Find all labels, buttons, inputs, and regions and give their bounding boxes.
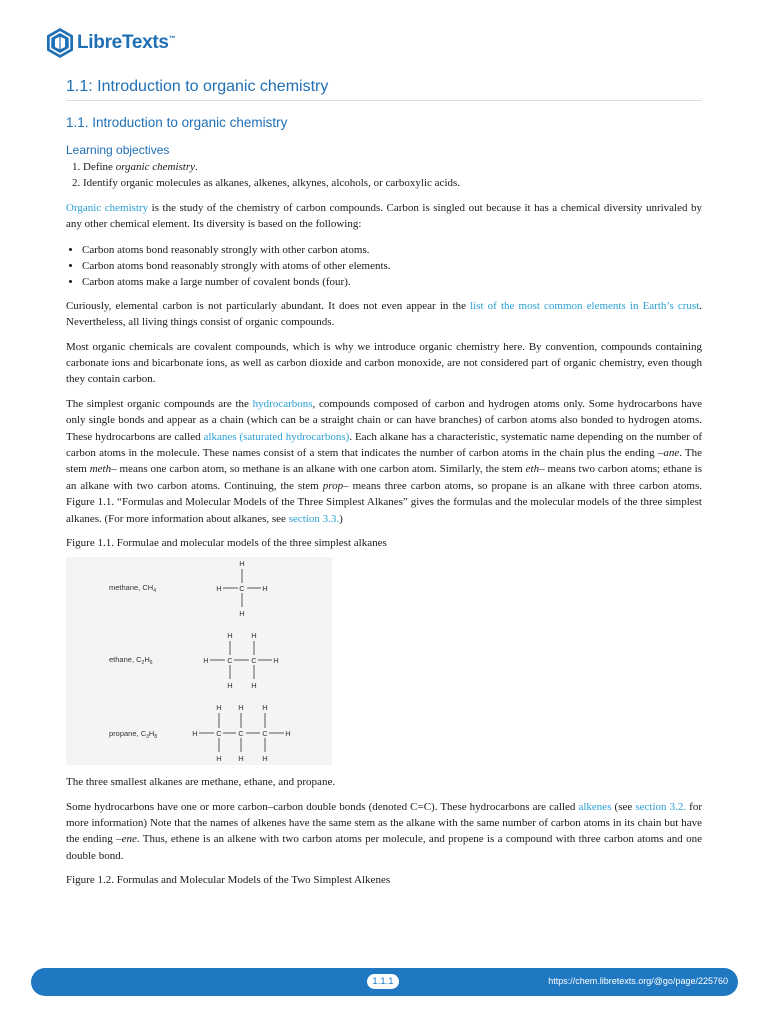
objective-item: 2. Identify organic molecules as alkanes, alkenes, alkynes, alcohols, or carboxylic acids. (83, 175, 702, 191)
atom-h: H (203, 656, 209, 666)
learning-objectives-list (66, 159, 702, 191)
carbon-properties-list (66, 242, 702, 290)
main-content (66, 78, 702, 888)
page-title: 1.1: Introduction to organic chemistry (66, 78, 702, 101)
ethane-label: ethane, $C_2H_6$ (109, 655, 153, 667)
atom-h: H (216, 703, 222, 713)
atom-h: H (216, 584, 222, 594)
atom-h: H (262, 703, 268, 713)
atom-h: H (239, 609, 245, 619)
list-item: • Carbon atoms bond reasonably strongly with other carbon atoms. (82, 242, 702, 258)
paragraph-hydrocarbons: The simplest organic compounds are the hydrocarbons, compounds composed of carbon and hydrogen atoms only. Some hydrocarbons have only single bonds and appear as a chain (which can be a straight chain or can have branches) of carbon atoms also bonded to hydrogen atoms. These hydrocarbons are called alkanes (saturated hydrocarbons). Each alkane has a characteristic, systematic name depending on the number of carbon atoms in the molecule. These names consist of a stem that indicates the number of carbon atoms in the chain plus the ending –ane. The stem meth– means one carbon atom, so methane is an alkane with one carbon atom. Similarly, the stem eth– means two carbon atoms; ethane is an alkane with two carbon atoms. Continuing, the stem prop– means three carbon atoms, so propane is an alkane with three carbon atoms. Figure 1.1. “Formulas and Molecular Models of the Three Simplest Alkanes” gives the formulas and the molecular models of the three simplest alkanes. (For more information about alkanes, see section 3.3.) (66, 397, 703, 525)
section-3-3-link[interactable]: section 3.3. (288, 512, 340, 525)
alkanes-figure (66, 557, 332, 765)
atom-h: H (273, 656, 279, 666)
list-item: • Carbon atoms bond reasonably strongly with atoms of other elements. (82, 258, 702, 274)
page-url[interactable]: https://chem.libretexts.org/@go/page/225760 (548, 976, 728, 986)
section-title: 1.1. Introduction to organic chemistry (66, 115, 288, 130)
atom-h: H (216, 754, 222, 764)
learning-objectives-heading: Learning objectives (66, 143, 170, 157)
page-number: 1.1.1 (367, 974, 399, 989)
atom-h: H (251, 631, 257, 641)
paragraph-organic-chemistry: Organic chemistry is the study of the chemistry of carbon compounds. Carbon is singled out because it has a chemical diversity unrivaled by any other chemical element. Its diversity is based on the following: (66, 202, 703, 231)
libretexts-logo-icon (46, 27, 74, 59)
atom-h: H (227, 681, 233, 691)
atom-c: C (238, 729, 244, 739)
atom-h: H (285, 729, 291, 739)
atom-h: H (239, 559, 245, 569)
list-item: • Carbon atoms make a large number of covalent bonds (four). (82, 274, 702, 290)
hydrocarbons-link[interactable]: hydrocarbons (252, 397, 313, 410)
atom-h: H (238, 754, 244, 764)
atom-h: H (251, 681, 257, 691)
atom-c: C (227, 656, 233, 666)
figure-2-caption: Figure 1.2. Formulas and Molecular Models of the Two Simplest Alkenes (66, 874, 391, 887)
methane-label: methane, $CH_4$ (109, 583, 156, 595)
atom-h: H (192, 729, 198, 739)
libretexts-logo[interactable] (46, 27, 175, 59)
paragraph-alkenes: Some hydrocarbons have one or more carbon–carbon double bonds (denoted C=C). These hydrocarbons are called alkenes (see section 3.2. for more information) Note that the names of alkenes have the same stem as the alkane with the same number of carbon atoms in its chain but have the ending –ene. Thus, ethene is an alkene with two carbon atoms per molecule, and propene is a compound with three carbon atoms and one double bond. (66, 800, 702, 862)
page-footer (31, 968, 738, 996)
section-3-2-link[interactable]: section 3.2. (635, 800, 687, 813)
alkanes-link[interactable]: alkanes (saturated hydrocarbons) (203, 430, 350, 443)
atom-c: C (251, 656, 257, 666)
atom-h: H (262, 754, 268, 764)
paragraph-three-alkanes: The three smallest alkanes are methane, ethane, and propane. (66, 776, 336, 789)
atom-c: C (239, 584, 245, 594)
paragraph-covalent-compounds: Most organic chemicals are covalent compounds, which is why we introduce organic chemistry here. By convention, compounds containing carbonate ions and bicarbonate ions, as well as carbon dioxide and carbon monoxide, are not considered part of organic chemistry, even though they contain carbon. (66, 340, 702, 386)
logo-wordmark: LibreTexts™ (77, 32, 176, 53)
common-elements-link[interactable]: list of the most common elements in Earth’s crust (470, 299, 700, 312)
atom-h: H (262, 584, 268, 594)
atom-c: C (216, 729, 222, 739)
alkenes-link[interactable]: alkenes (578, 800, 612, 813)
figure-1-caption: Figure 1.1. Formulae and molecular models of the three simplest alkanes (66, 537, 387, 550)
atom-c: C (262, 729, 268, 739)
paragraph-carbon-abundance: Curiously, elemental carbon is not particularly abundant. It does not even appear in the list of the most common elements in Earth’s crust. Nevertheless, all living things consist of organic compounds. (66, 299, 703, 329)
organic-chemistry-link[interactable]: Organic chemistry (66, 202, 149, 214)
atom-h: H (238, 703, 244, 713)
atom-h: H (227, 631, 233, 641)
objective-item: 1. Define organic chemistry. (83, 159, 702, 175)
propane-label: propane, $C_3H_8$ (109, 729, 158, 741)
